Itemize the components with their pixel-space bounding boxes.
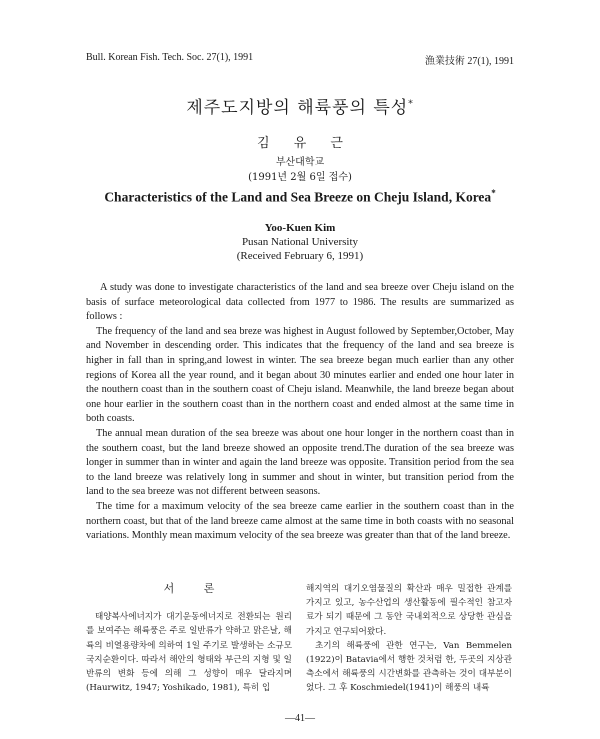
- korean-title-footnote-mark: *: [408, 99, 414, 110]
- journal-citation-right: 漁業技術 27(1), 1991: [424, 56, 514, 67]
- english-title: [0, 188, 600, 206]
- abstract-paragraph: The frequency of the land and sea breze was highest in August followed by September,October, May and November in descending order. This indicates that the frequency of the land and sea breeze is higher in fall than in spring,and lowest in winter. The sea breeze began much earlier than any other regions of Korea all the year round, and it began about 30 minutes earlier and ended one hour later in the nouthern coast than in the southern coast of Cheju island. Meanwhile, the land breeze began about one hour earlier in the southern coast than in the northern coast and ended almost at the same time in both coasts.: [86, 325, 514, 425]
- page-number: —41—: [285, 713, 315, 724]
- section-heading-introduction: 서 론: [163, 582, 215, 595]
- body-paragraph: 해지역의 대기오염물질의 확산과 매우 밀접한 관계를 가지고 있고, 농수산업의 생산활동에 필수적인 참고자료가 되기 때문에 그 동안 국내외적으로 상당한 관심을 가지고 연구되어왔다.: [306, 584, 512, 637]
- korean-title: [0, 93, 600, 118]
- korean-affiliation: 부산대학교: [275, 157, 325, 168]
- abstract-paragraph: The annual mean duration of the sea breeze was about one hour longer in the northern coast than in the southern coast, but the land breeze showed an opposite trend.The duration of the sea breeze was longer in summer than in winter and again the land breeze was opposite. Transition period from the sea to the land breeze was relatively long in summer and shout in winter, but transition period from the land to the sea breeze was not different between seasons.: [86, 427, 514, 498]
- english-title-footnote-mark: *: [491, 188, 496, 198]
- english-author: Yoo-Kuen Kim: [264, 222, 336, 234]
- abstract-paragraph: A study was done to investigate characteristics of the land and sea breeze over Cheju island on the basis of surface meteorological data collected from 1977 to 1986. The results are summarized as follows :: [86, 282, 514, 323]
- body-column-right: [306, 582, 512, 696]
- english-received-date: (Received February 6, 1991): [236, 250, 364, 262]
- english-title-text: Characteristics of the Land and Sea Breeze on Cheju Island, Korea: [104, 189, 492, 205]
- abstract-paragraph: The time for a maximum velocity of the sea breeze came earlier in the southern coast than in the northern coast, but that of the land breeze came almost at the same time in both coasts with no seasonal variations. Monthly mean maximum velocity of the sea breeze was greater than that of the land breeze.: [86, 500, 514, 542]
- korean-received-date: (1991년 2월 6일 접수): [248, 172, 352, 183]
- english-affiliation: Pusan National University: [241, 236, 359, 248]
- body-column-left: [86, 582, 292, 695]
- korean-title-text: 제주도지방의 해륙풍의 특성: [186, 98, 409, 118]
- body-paragraph: 초기의 해륙풍에 관한 연구는, Van Bemmelen (1922)이 Batavia에서 행한 것처럼 한, 두곳의 지상관측소에서 해륙풍의 시간변화를 관측하는 것이 대부분이었다. 그 후 Koschmiedel(1941)이 해풍의 내륙: [306, 640, 512, 694]
- journal-citation-left: Bull. Korean Fish. Tech. Soc. 27(1), 1991: [86, 52, 254, 63]
- body-paragraph: 태양복사에너지가 대기운동에너지로 전환되는 원리를 보여주는 해륙풍은 주로 일반류가 약하고 맑은날, 해륙의 비열용량차에 의하여 1일 주기로 발생하는 소규모 국지순환이다. 따라서 해안의 형태와 부근의 지형 및 일반류의 변화 등에 의해 그 성향이 매우 달라지며(Haurwitz, 1947; Yoshikado, 1981), 특히 입: [86, 612, 292, 694]
- korean-author: 김 유 근: [257, 136, 343, 151]
- abstract: [86, 281, 514, 544]
